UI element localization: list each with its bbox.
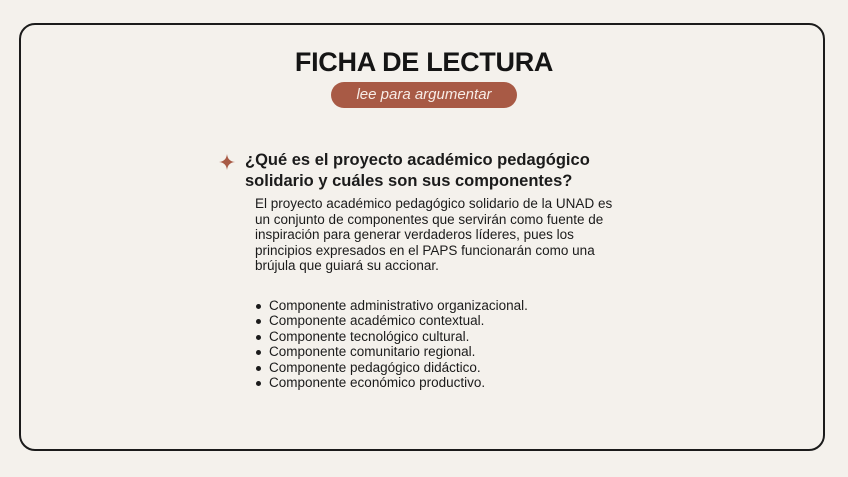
list-item: Componente pedagógico didáctico. (255, 360, 528, 375)
answer-paragraph: El proyecto académico pedagógico solidario de la UNAD es un conjunto de componentes que servirán como fuente de inspiración para generar verdaderos líderes, pues los principios expresados en el PAPS funcionarán como una brújula que guiará su accionar. (255, 196, 613, 274)
list-item: Componente comunitario regional. (255, 344, 528, 359)
question-heading: ¿Qué es el proyecto académico pedagógico solidario y cuáles son sus componentes? (245, 151, 590, 190)
page-title: FICHA DE LECTURA (294, 47, 554, 77)
sparkle-icon (219, 154, 235, 170)
list-item: Componente económico productivo. (255, 375, 528, 390)
list-item: Componente tecnológico cultural. (255, 329, 528, 344)
list-item: Componente administrativo organizacional. (255, 298, 528, 313)
list-item: Componente académico contextual. (255, 313, 528, 328)
subtitle-badge: lee para argumentar (331, 82, 517, 108)
components-list (255, 298, 528, 390)
